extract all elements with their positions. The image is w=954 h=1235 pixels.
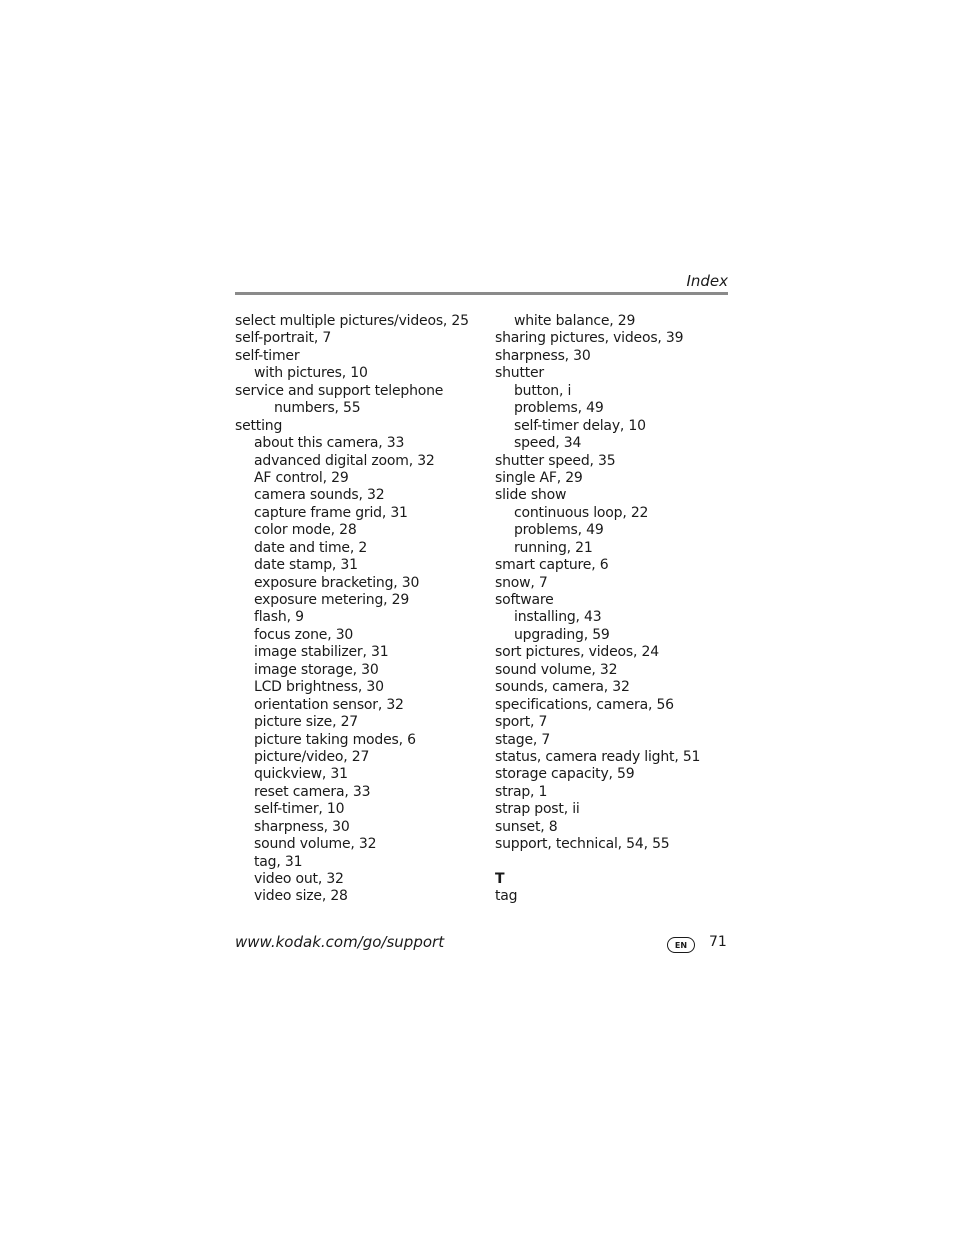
index-subentry: self-timer, 10 <box>254 801 345 818</box>
index-entry: specifications, camera, 56 <box>495 696 674 713</box>
index-entry: smart capture, 6 <box>495 557 609 574</box>
index-subentry: problems, 49 <box>514 522 604 539</box>
index-subentry: reset camera, 33 <box>254 783 371 800</box>
index-subentry: running, 21 <box>514 539 593 556</box>
index-entry: snow, 7 <box>495 574 548 591</box>
index-subentry: date and time, 2 <box>254 539 368 556</box>
page-number: 71 <box>709 934 727 950</box>
index-entry: self-timer <box>235 347 300 364</box>
index-subentry: LCD brightness, 30 <box>254 679 384 696</box>
index-subentry: tag, 31 <box>254 853 303 870</box>
index-subentry: focus zone, 30 <box>254 626 354 643</box>
index-entry: support, technical, 54, 55 <box>495 836 670 853</box>
index-subentry: video size, 28 <box>254 888 348 905</box>
index-entry: strap, 1 <box>495 783 548 800</box>
index-subentry: AF control, 29 <box>254 469 349 486</box>
footer-url: www.kodak.com/go/support <box>235 933 445 951</box>
index-subentry: sound volume, 32 <box>254 836 377 853</box>
index-entry: setting <box>235 417 283 434</box>
index-subentry: picture/video, 27 <box>254 748 370 765</box>
index-subentry: self-timer delay, 10 <box>514 417 646 434</box>
header-rule <box>235 292 728 295</box>
index-subentry: capture frame grid, 31 <box>254 504 408 521</box>
index-entry: sound volume, 32 <box>495 661 618 678</box>
index-entry: self-portrait, 7 <box>235 330 332 347</box>
index-subentry: sharpness, 30 <box>254 818 350 835</box>
index-entry: software <box>495 592 554 608</box>
index-subentry: with pictures, 10 <box>254 365 368 382</box>
index-column-left <box>235 313 485 906</box>
index-subentry: speed, 34 <box>514 435 582 452</box>
index-subentry: image storage, 30 <box>254 661 379 678</box>
index-subentry: exposure bracketing, 30 <box>254 574 420 591</box>
index-entry: tag <box>495 888 518 905</box>
index-subentry: about this camera, 33 <box>254 435 405 452</box>
index-entry: sport, 7 <box>495 714 548 731</box>
index-subentry: continuous loop, 22 <box>514 504 649 521</box>
index-subentry: orientation sensor, 32 <box>254 696 404 713</box>
index-entry: strap post, ii <box>495 801 580 818</box>
index-subentry: picture size, 27 <box>254 714 359 731</box>
index-entry: service and support telephone <box>235 382 444 399</box>
index-entry: storage capacity, 59 <box>495 766 635 783</box>
index-entry: status, camera ready light, 51 <box>495 748 701 765</box>
index-entry: sort pictures, videos, 24 <box>495 644 659 661</box>
index-entry: sharpness, 30 <box>495 347 591 364</box>
index-letter-heading: T <box>495 871 505 887</box>
index-subentry: button, i <box>514 382 572 399</box>
index-subentry: date stamp, 31 <box>254 557 358 574</box>
index-subentry: exposure metering, 29 <box>254 592 410 608</box>
index-entry: shutter speed, 35 <box>495 452 616 469</box>
index-subentry: upgrading, 59 <box>514 626 610 643</box>
index-entry: shutter <box>495 365 544 382</box>
language-badge: EN <box>667 937 695 953</box>
index-subentry: image stabilizer, 31 <box>254 644 389 661</box>
index-entry: sounds, camera, 32 <box>495 679 630 696</box>
index-column-right <box>495 313 745 906</box>
index-entry: slide show <box>495 487 567 504</box>
index-subentry: color mode, 28 <box>254 522 357 539</box>
index-subentry: white balance, 29 <box>514 313 636 329</box>
index-entry: sunset, 8 <box>495 818 558 835</box>
index-subentry: advanced digital zoom, 32 <box>254 452 435 469</box>
index-entry: sharing pictures, videos, 39 <box>495 330 684 347</box>
index-subentry: installing, 43 <box>514 609 602 626</box>
index-spacer <box>495 854 745 871</box>
index-subentry: flash, 9 <box>254 609 304 626</box>
index-subentry: quickview, 31 <box>254 766 348 783</box>
index-subentry: video out, 32 <box>254 871 344 887</box>
index-entry: select multiple pictures/videos, 25 <box>235 313 469 329</box>
index-subentry: picture taking modes, 6 <box>254 731 416 748</box>
index-entry: stage, 7 <box>495 731 551 748</box>
index-entry: single AF, 29 <box>495 469 583 486</box>
index-subentry: numbers, 55 <box>274 400 361 417</box>
header-title: Index <box>686 272 728 290</box>
index-subentry: problems, 49 <box>514 400 604 417</box>
index-subentry: camera sounds, 32 <box>254 487 385 504</box>
